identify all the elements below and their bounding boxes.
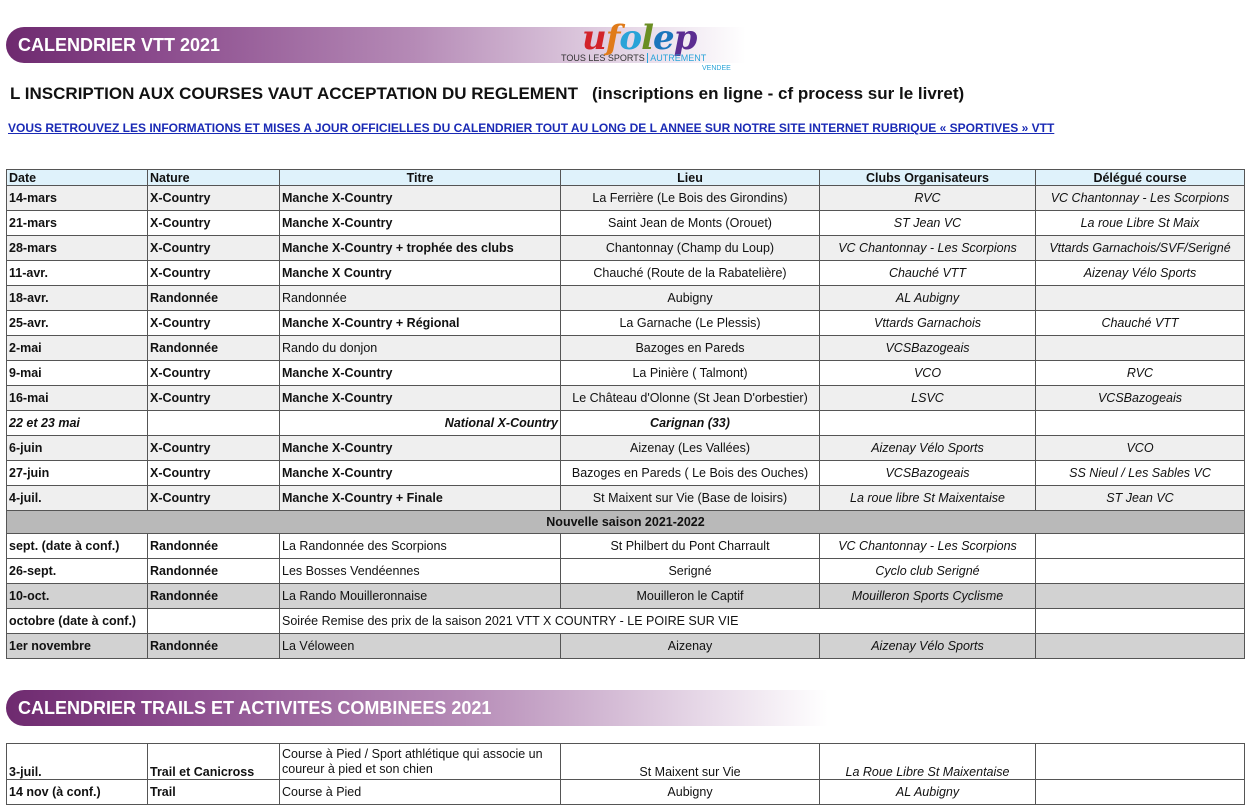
cell-titre: Manche X-Country + Régional <box>280 311 561 336</box>
cell-delegue: RVC <box>1036 361 1245 386</box>
registration-notice <box>10 84 964 104</box>
cell-club: Mouilleron Sports Cyclisme <box>820 584 1036 609</box>
table-row <box>7 411 1245 436</box>
cell-date: 27-juin <box>7 461 148 486</box>
logo-tagline <box>561 53 706 63</box>
table-row <box>7 584 1245 609</box>
table-row <box>7 534 1245 559</box>
table-row <box>7 261 1245 286</box>
cell-titre: La Véloween <box>280 634 561 659</box>
cell-club: VCSBazogeais <box>820 461 1036 486</box>
cell-club: VCSBazogeais <box>820 336 1036 361</box>
cell-lieu: Le Château d'Olonne (St Jean D'orbestier) <box>561 386 820 411</box>
cell-delegue <box>1036 559 1245 584</box>
cell-delegue: Chauché VTT <box>1036 311 1245 336</box>
cell-nature: X-Country <box>148 436 280 461</box>
cell-lieu: Bazoges en Pareds <box>561 336 820 361</box>
vtt-calendar-table <box>6 169 1245 659</box>
table-row <box>7 386 1245 411</box>
cell-titre: Rando du donjon <box>280 336 561 361</box>
cell-nature: Trail <box>148 780 280 805</box>
cell-club: La Roue Libre St Maixentaise <box>820 744 1036 780</box>
cell-nature: Randonnée <box>148 286 280 311</box>
cell-date: 11-avr. <box>7 261 148 286</box>
ufolep-logo <box>558 18 738 76</box>
cell-titre: Manche X-Country <box>280 361 561 386</box>
table-row <box>7 361 1245 386</box>
cell-lieu: St Maixent sur Vie <box>561 744 820 780</box>
table-row <box>7 780 1245 805</box>
cell-date: 10-oct. <box>7 584 148 609</box>
cell-nature: Randonnée <box>148 559 280 584</box>
cell-date: 9-mai <box>7 361 148 386</box>
cell-titre: Manche X-Country <box>280 461 561 486</box>
cell-nature: X-Country <box>148 186 280 211</box>
season-separator-row <box>7 511 1245 534</box>
header-titre: Titre <box>280 170 561 186</box>
cell-lieu: Aubigny <box>561 780 820 805</box>
cell-nature: X-Country <box>148 386 280 411</box>
cell-nature: Randonnée <box>148 584 280 609</box>
cell-lieu: La Garnache (Le Plessis) <box>561 311 820 336</box>
cell-delegue <box>1036 634 1245 659</box>
table-row <box>7 236 1245 261</box>
cell-club: VC Chantonnay - Les Scorpions <box>820 236 1036 261</box>
cell-club: Cyclo club Serigné <box>820 559 1036 584</box>
cell-date: octobre (date à conf.) <box>7 609 148 634</box>
cell-delegue: Aizenay Vélo Sports <box>1036 261 1245 286</box>
cell-delegue: VC Chantonnay - Les Scorpions <box>1036 186 1245 211</box>
cell-lieu: La Ferrière (Le Bois des Girondins) <box>561 186 820 211</box>
cell-titre: La Randonnée des Scorpions <box>280 534 561 559</box>
cell-delegue <box>1036 744 1245 780</box>
cell-nature: X-Country <box>148 236 280 261</box>
ufolep-wordmark: ufolep <box>582 18 697 58</box>
cell-nature: X-Country <box>148 486 280 511</box>
table-row <box>7 186 1245 211</box>
cell-date: 1er novembre <box>7 634 148 659</box>
cell-club <box>820 411 1036 436</box>
cell-titre: Manche X Country <box>280 261 561 286</box>
cell-lieu: Aizenay (Les Vallées) <box>561 436 820 461</box>
table-row <box>7 486 1245 511</box>
header-clubs: Clubs Organisateurs <box>820 170 1036 186</box>
cell-titre: Course à Pied / Sport athlétique qui associe un coureur à pied et son chien <box>280 744 561 780</box>
table-row <box>7 436 1245 461</box>
cell-date: 22 et 23 mai <box>7 411 148 436</box>
cell-titre: Manche X-Country <box>280 211 561 236</box>
cell-lieu: Aizenay <box>561 634 820 659</box>
cell-lieu: Serigné <box>561 559 820 584</box>
cell-nature: Randonnée <box>148 336 280 361</box>
cell-delegue: ST Jean VC <box>1036 486 1245 511</box>
cell-club: VC Chantonnay - Les Scorpions <box>820 534 1036 559</box>
cell-delegue <box>1036 286 1245 311</box>
cell-nature: X-Country <box>148 211 280 236</box>
cell-titre: Manche X-Country <box>280 186 561 211</box>
cell-lieu: Chantonnay (Champ du Loup) <box>561 236 820 261</box>
table-row <box>7 744 1245 780</box>
cell-club: ST Jean VC <box>820 211 1036 236</box>
cell-date: 14 nov (à conf.) <box>7 780 148 805</box>
table-row <box>7 634 1245 659</box>
cell-lieu: Carignan (33) <box>561 411 820 436</box>
cell-lieu: St Philbert du Pont Charrault <box>561 534 820 559</box>
cell-titre: Randonnée <box>280 286 561 311</box>
cell-date: 16-mai <box>7 386 148 411</box>
cell-date: 3-juil. <box>7 744 148 780</box>
table-header-row <box>7 170 1245 186</box>
table-row <box>7 311 1245 336</box>
cell-delegue <box>1036 336 1245 361</box>
cell-delegue <box>1036 780 1245 805</box>
cell-date: 6-juin <box>7 436 148 461</box>
trails-calendar-table <box>6 743 1245 805</box>
cell-delegue: VCSBazogeais <box>1036 386 1245 411</box>
cell-titre: Manche X-Country + Finale <box>280 486 561 511</box>
cell-club: Vttards Garnachois <box>820 311 1036 336</box>
cell-club: Aizenay Vélo Sports <box>820 634 1036 659</box>
cell-lieu: Aubigny <box>561 286 820 311</box>
cell-delegue: Vttards Garnachois/SVF/Serigné <box>1036 236 1245 261</box>
header-date: Date <box>7 170 148 186</box>
cell-titre: Course à Pied <box>280 780 561 805</box>
cell-titre: Manche X-Country <box>280 386 561 411</box>
calendar-banner-vtt: CALENDRIER VTT 2021 <box>6 27 746 63</box>
cell-lieu: Bazoges en Pareds ( Le Bois des Ouches) <box>561 461 820 486</box>
soiree-row <box>7 609 1245 634</box>
cell-lieu: Chauché (Route de la Rabatelière) <box>561 261 820 286</box>
website-info-link[interactable]: VOUS RETROUVEZ LES INFORMATIONS ET MISES A JOUR OFFICIELLES DU CALENDRIER TOUT AU LONG DE L ANNEE SUR NOTRE SITE INTERNET RUBRIQUE « SPORTIVES » VTT <box>8 121 1055 135</box>
cell-nature: Randonnée <box>148 534 280 559</box>
cell-nature: X-Country <box>148 461 280 486</box>
table-row <box>7 286 1245 311</box>
cell-delegue: La roue Libre St Maix <box>1036 211 1245 236</box>
cell-date: 2-mai <box>7 336 148 361</box>
cell-club: LSVC <box>820 386 1036 411</box>
soiree-text: Soirée Remise des prix de la saison 2021 VTT X COUNTRY - LE POIRE SUR VIE <box>280 609 1036 634</box>
calendar-banner-trails: CALENDRIER TRAILS ET ACTIVITES COMBINEES 2021 <box>6 690 828 726</box>
cell-delegue <box>1036 609 1245 634</box>
cell-nature: X-Country <box>148 361 280 386</box>
cell-club: La roue libre St Maixentaise <box>820 486 1036 511</box>
cell-titre: La Rando Mouilleronnaise <box>280 584 561 609</box>
cell-nature: Randonnée <box>148 634 280 659</box>
cell-delegue: SS Nieul / Les Sables VC <box>1036 461 1245 486</box>
cell-lieu: Saint Jean de Monts (Orouet) <box>561 211 820 236</box>
cell-club: RVC <box>820 186 1036 211</box>
table-row <box>7 461 1245 486</box>
cell-delegue <box>1036 584 1245 609</box>
cell-club: VCO <box>820 361 1036 386</box>
logo-subtitle: VENDEE <box>702 65 731 72</box>
cell-date: 21-mars <box>7 211 148 236</box>
cell-date: 18-avr. <box>7 286 148 311</box>
cell-nature <box>148 609 280 634</box>
cell-date: 4-juil. <box>7 486 148 511</box>
cell-delegue <box>1036 411 1245 436</box>
cell-club: Chauché VTT <box>820 261 1036 286</box>
cell-titre: National X-Country <box>280 411 561 436</box>
header-nature: Nature <box>148 170 280 186</box>
cell-nature: X-Country <box>148 261 280 286</box>
cell-date: 28-mars <box>7 236 148 261</box>
cell-delegue: VCO <box>1036 436 1245 461</box>
header-delegue: Délégué course <box>1036 170 1245 186</box>
cell-date: 26-sept. <box>7 559 148 584</box>
table-row <box>7 559 1245 584</box>
cell-titre: Manche X-Country <box>280 436 561 461</box>
cell-date: 14-mars <box>7 186 148 211</box>
cell-lieu: La Pinière ( Talmont) <box>561 361 820 386</box>
cell-club: Aizenay Vélo Sports <box>820 436 1036 461</box>
logo-tag-right: AUTREMENT <box>647 53 706 63</box>
cell-date: sept. (date à conf.) <box>7 534 148 559</box>
registration-notice-extra: (inscriptions en ligne - cf process sur le livret) <box>591 84 965 103</box>
cell-delegue <box>1036 534 1245 559</box>
cell-club: AL Aubigny <box>820 780 1036 805</box>
cell-titre: Manche X-Country + trophée des clubs <box>280 236 561 261</box>
cell-nature: Trail et Canicross <box>148 744 280 780</box>
header-lieu: Lieu <box>561 170 820 186</box>
cell-lieu: Mouilleron le Captif <box>561 584 820 609</box>
registration-notice-main: L INSCRIPTION AUX COURSES VAUT ACCEPTATION DU REGLEMENT <box>10 84 578 103</box>
cell-lieu: St Maixent sur Vie (Base de loisirs) <box>561 486 820 511</box>
table-row <box>7 211 1245 236</box>
table-row <box>7 336 1245 361</box>
cell-club: AL Aubigny <box>820 286 1036 311</box>
cell-nature: X-Country <box>148 311 280 336</box>
logo-tag-left: TOUS LES SPORTS <box>561 53 645 63</box>
season-label: Nouvelle saison 2021-2022 <box>7 511 1245 534</box>
cell-date: 25-avr. <box>7 311 148 336</box>
cell-titre: Les Bosses Vendéennes <box>280 559 561 584</box>
cell-nature <box>148 411 280 436</box>
